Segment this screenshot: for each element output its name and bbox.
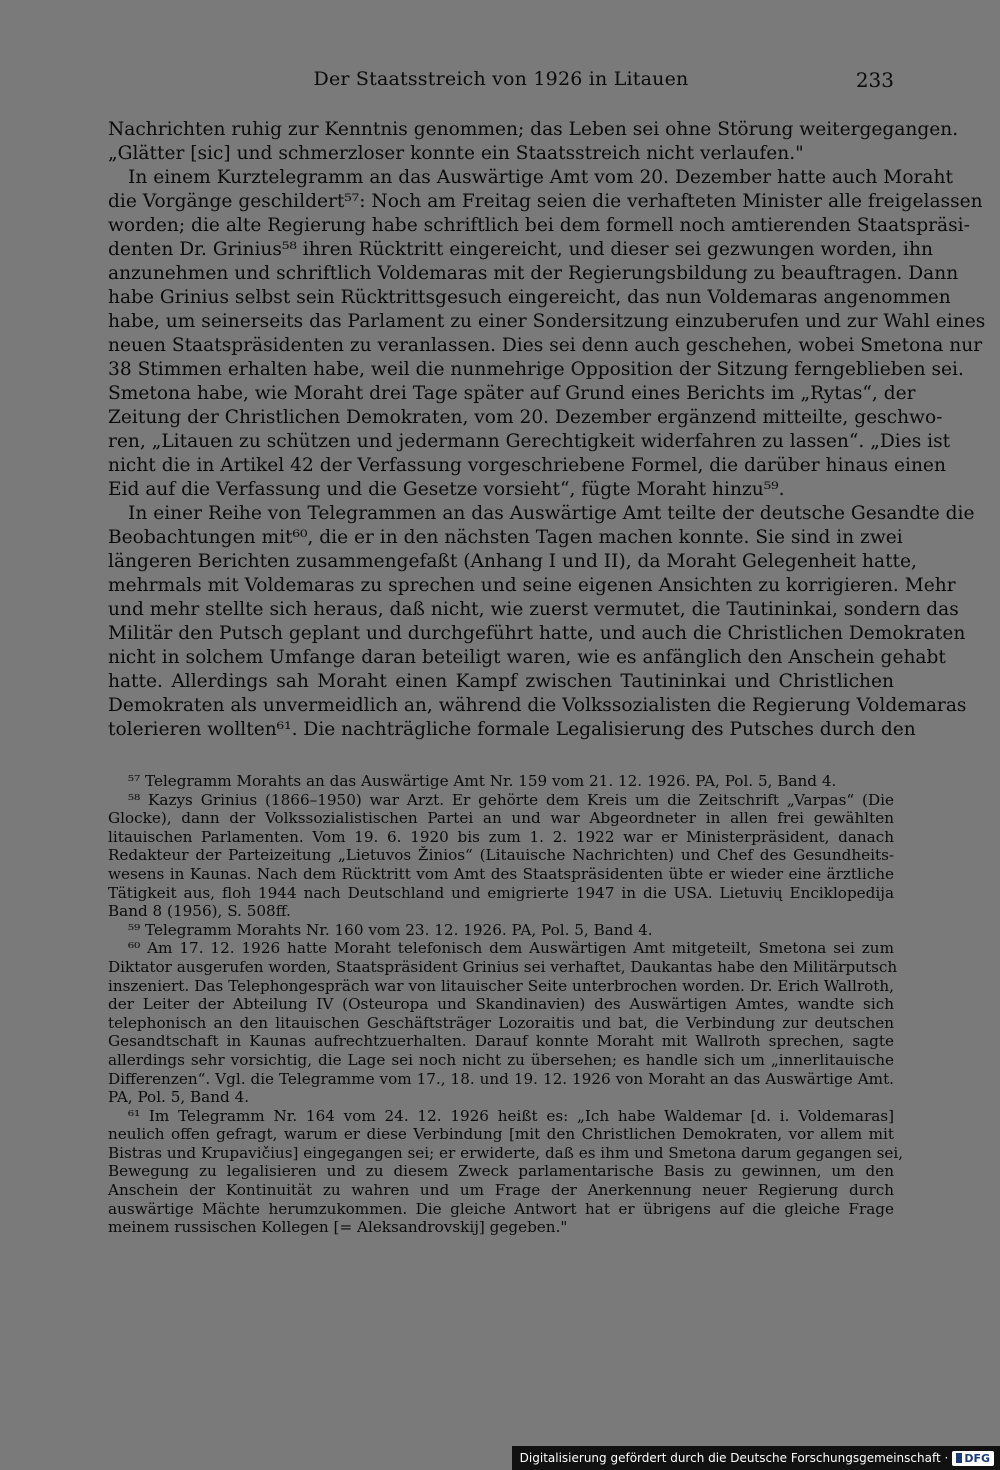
body-line: habe Grinius selbst sein Rücktrittsgesuch eingereicht, das nun Voldemaras angenommen — [108, 287, 951, 308]
body-line: denten Dr. Grinius⁵⁸ ihren Rücktritt eingereicht, und dieser sei gezwungen worden, ihn — [108, 239, 933, 260]
footnote-line: ⁶¹ Im Telegramm Nr. 164 vom 24. 12. 1926 heißt es: „Ich habe Waldemar [d. i. Voldemaras] — [128, 1106, 894, 1125]
footnotes — [108, 772, 904, 1237]
footnote-line: Diktator ausgerufen worden, Staatspräsident Grinius sei verhaftet, Daukantas habe den Militärputsch — [108, 957, 898, 976]
body-line: die Vorgänge geschildert⁵⁷: Noch am Freitag seien die verhafteten Minister alle freigelassen — [108, 191, 983, 212]
footnote-line: inszeniert. Das Telephongespräch war von litauischer Seite unterbrochen worden. Dr. Erich Wallroth, — [108, 976, 894, 995]
body-line: und mehr stellte sich heraus, daß nicht, wie zuerst vermutet, die Tautininkai, sondern das — [108, 599, 959, 620]
footnote-line: ⁵⁹ Telegramm Morahts Nr. 160 vom 23. 12. 1926. PA, Pol. 5, Band 4. — [128, 920, 653, 939]
body-line: mehrmals mit Voldemaras zu sprechen und seine eigenen Ansichten zu korrigieren. Mehr — [108, 575, 956, 596]
body-line: nicht die in Artikel 42 der Verfassung vorgeschriebene Formel, die darüber hinaus einen — [108, 455, 946, 476]
footnote-line: Redakteur der Parteizeitung „Lietuvos Žinios“ (Litauische Nachrichten) und Chef des Gesundheits- — [108, 846, 894, 865]
body-line: 38 Stimmen erhalten habe, weil die nunmehrige Opposition der Sitzung ferngeblieben sei. — [108, 359, 964, 380]
footnote-line: Tätigkeit aus, floh 1944 nach Deutschland und emigrierte 1947 in die USA. Lietuvių Enciklopedija — [108, 883, 894, 902]
footnote-line: Anschein der Kontinuität zu wahren und um Frage der Anerkennung neuer Regierung durch — [108, 1181, 894, 1200]
body-line: Beobachtungen mit⁶⁰, die er in den nächsten Tagen machen konnte. Sie sind in zwei — [108, 527, 903, 548]
digitization-credit-text: Digitalisierung gefördert durch die Deutsche Forschungsgemeinschaft · — [519, 1451, 949, 1465]
body-line: tolerieren wollten⁶¹. Die nachträgliche formale Legalisierung des Putsches durch den — [108, 719, 916, 740]
body-line: In einer Reihe von Telegrammen an das Auswärtige Amt teilte der deutsche Gesandte die — [128, 503, 975, 524]
footnote-line: ⁶⁰ Am 17. 12. 1926 hatte Moraht telefonisch dem Auswärtigen Amt mitgeteilt, Smetona sei zum — [128, 939, 894, 958]
footnote-line: Bistras und Krupavičius] eingegangen sei; er erwiderte, daß es ihm und Smetona darum gegangen sei, — [108, 1143, 904, 1162]
footnote-line: der Leiter der Abteilung IV (Osteuropa und Skandinavien) des Auswärtigen Amtes, wandte sich — [108, 995, 894, 1014]
body-line: Militär den Putsch geplant und durchgeführt hatte, und auch die Christlichen Demokraten — [108, 623, 966, 644]
footnote-line: telephonisch an den litauischen Geschäftsträger Lozoraitis und bat, die Verbindung zur deutschen — [108, 1013, 894, 1032]
footnote-line: allerdings sehr vorsichtig, die Lage sei noch nicht zu übersehen; es handle sich um „innerlitauische — [108, 1050, 894, 1069]
body-line: neuen Staatspräsidenten zu veranlassen. Dies sei denn auch geschehen, wobei Smetona nur — [108, 335, 983, 356]
footnote-line: meinem russischen Kollegen [= Aleksandrovskij] gegeben." — [108, 1218, 568, 1237]
dfg-logo-text: DFG — [964, 1451, 990, 1465]
footnote-line: litauischen Parlamenten. Vom 19. 6. 1920 bis zum 1. 2. 1922 war er Ministerpräsident, danach — [108, 827, 894, 846]
body-line: Demokraten als unvermeidlich an, während die Volkssozialisten die Regierung Voldemaras — [108, 695, 967, 716]
footnote-line: Bewegung zu legalisieren und zu diesem Zweck parlamentarische Basis zu gewinnen, um den — [108, 1162, 894, 1181]
body-line: habe, um seinerseits das Parlament zu einer Sondersitzung einzuberufen und zur Wahl eines — [108, 311, 986, 332]
body-line: anzunehmen und schriftlich Voldemaras mit der Regierungsbildung zu beauftragen. Dann — [108, 263, 959, 284]
footnote-line: neulich offen gefragt, warum er diese Verbindung [mit den Christlichen Demokraten, vor allem mit — [108, 1125, 894, 1144]
body-line: Nachrichten ruhig zur Kenntnis genommen; das Leben sei ohne Störung weitergegangen. — [108, 119, 959, 140]
footnote-line: ⁵⁸ Kazys Grinius (1866–1950) war Arzt. Er gehörte dem Kreis um die Zeitschrift „Varpas“ (Die — [128, 790, 894, 809]
body-line: „Glätter [sic] und schmerzloser konnte ein Staatsstreich nicht verlaufen." — [108, 143, 804, 164]
page-number: 233 — [855, 68, 894, 92]
body-line: längeren Berichten zusammengefaßt (Anhang I und II), da Moraht Gelegenheit hatte, — [108, 551, 917, 572]
body-line: Smetona habe, wie Moraht drei Tage später auf Grund eines Berichts im „Rytas“, der — [108, 383, 916, 404]
footnote-line: Differenzen“. Vgl. die Telegramme vom 17., 18. und 19. 12. 1926 von Moraht an das Auswärtige Amt. — [108, 1069, 894, 1088]
footnote-line: ⁵⁷ Telegramm Morahts an das Auswärtige Amt Nr. 159 vom 21. 12. 1926. PA, Pol. 5, Band 4. — [128, 772, 837, 790]
footnote-line: Glocke), dann der Volkssozialistischen Partei an und war Abgeordneter in allen frei gewählten — [108, 809, 894, 828]
body-line: Zeitung der Christlichen Demokraten, vom 20. Dezember ergänzend mitteilte, geschwo- — [108, 407, 943, 428]
body-line: nicht in solchem Umfange daran beteiligt waren, wie es anfänglich den Anschein gehabt — [108, 647, 946, 668]
footnote-line: Gesandtschaft in Kaunas aufrechtzuerhalten. Darauf konnte Moraht mit Wallroth sprechen, sagte — [108, 1032, 894, 1051]
running-title: Der Staatsstreich von 1926 in Litauen — [313, 68, 689, 90]
body-text — [108, 118, 986, 742]
body-line: Eid auf die Verfassung und die Gesetze vorsieht“, fügte Moraht hinzu⁵⁹. — [108, 479, 785, 500]
dfg-logo — [952, 1451, 994, 1466]
footnote-line: Band 8 (1956), S. 508ff. — [108, 902, 291, 921]
digitization-credit-bar — [512, 1446, 1000, 1470]
running-header — [108, 68, 894, 98]
footnote-line: PA, Pol. 5, Band 4. — [108, 1088, 250, 1107]
footnote-line: wesens in Kaunas. Nach dem Rücktritt vom Amt des Staatspräsidenten übte er wieder eine ärztliche — [108, 864, 894, 883]
body-line: In einem Kurztelegramm an das Auswärtige Amt vom 20. Dezember hatte auch Moraht — [128, 167, 953, 188]
body-line: hatte. Allerdings sah Moraht einen Kampf zwischen Tautininkai und Christlichen — [108, 671, 894, 692]
body-line: worden; die alte Regierung habe schriftlich bei dem formell noch amtierenden Staatspräsi- — [108, 215, 970, 236]
body-line: ren, „Litauen zu schützen und jedermann Gerechtigkeit widerfahren zu lassen“. „Dies ist — [108, 431, 951, 452]
dfg-mark-icon — [956, 1453, 962, 1463]
footnote-line: auswärtige Mächte herumzukommen. Die gleiche Antwort hat er übrigens auf die gleiche Frage — [108, 1199, 894, 1218]
